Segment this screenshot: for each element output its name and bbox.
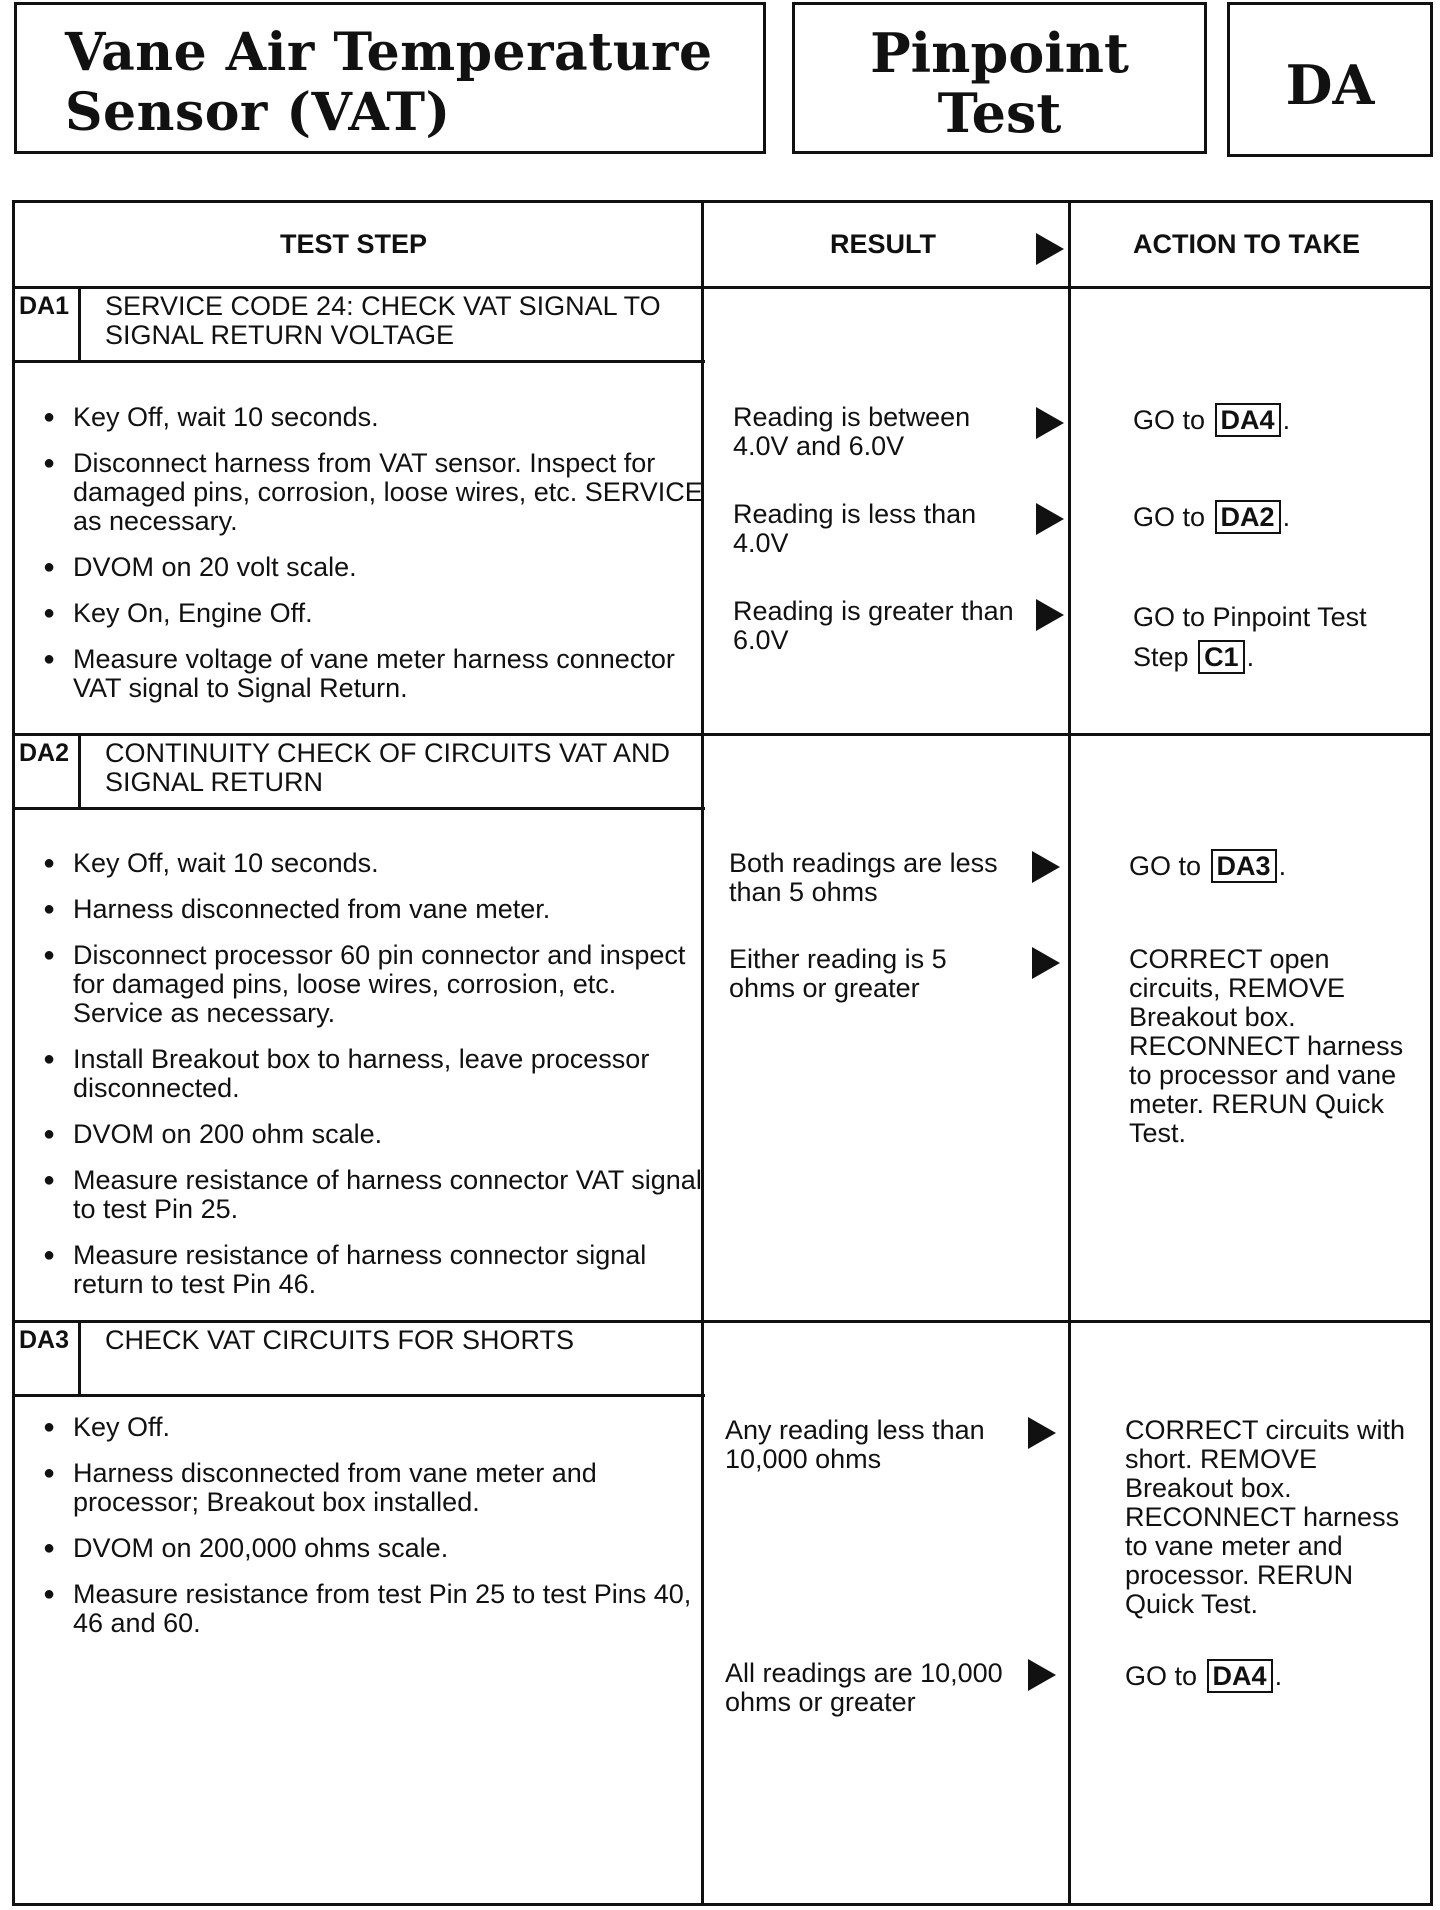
- step-bullet: ● DVOM on 200 ohm scale.: [43, 1120, 703, 1149]
- step-bullet: ● Harness disconnected from vane meter and processor; Breakout box installed.: [43, 1459, 703, 1517]
- step-bullet: ● Install Breakout box to harness, leave processor disconnected.: [43, 1045, 703, 1103]
- step-id: DA2: [15, 736, 81, 807]
- step-bullet: ● Measure resistance of harness connector VAT signal to test Pin 25.: [43, 1166, 703, 1224]
- step-da2-bullets: [43, 849, 703, 1316]
- result-text: Both readings are less than 5 ohms: [729, 848, 998, 907]
- arrow-icon: [1036, 599, 1064, 631]
- pinpoint-line2: Test: [937, 81, 1062, 145]
- arrow-icon: [1036, 407, 1064, 439]
- action-text: GO to DA2 .: [1133, 502, 1291, 532]
- step-reference-da2[interactable]: DA2: [1215, 500, 1281, 534]
- step-reference-c1[interactable]: C1: [1198, 640, 1245, 674]
- test-title-box: [14, 2, 766, 154]
- action-text: GO to DA4 .: [1133, 405, 1291, 435]
- test-title-line2: Sensor (VAT): [65, 82, 451, 143]
- step-header-da3: [15, 1323, 705, 1397]
- arrow-icon: [1032, 947, 1060, 979]
- result-text: Reading is less than 4.0V: [733, 499, 977, 558]
- step-reference-da4[interactable]: DA4: [1215, 403, 1281, 437]
- step-bullet: ● Harness disconnected from vane meter.: [43, 895, 703, 924]
- step-bullet: ● Disconnect processor 60 pin connector and inspect for damaged pins, loose wires, corrosion, etc. Service as necessary.: [43, 941, 703, 1028]
- step-bullet: ● Key Off, wait 10 seconds.: [43, 403, 703, 432]
- action-text: GO to Pinpoint Test Step C1 .: [1133, 602, 1367, 672]
- step-header-da1: [15, 289, 705, 363]
- step-bullet: ● DVOM on 200,000 ohms scale.: [43, 1534, 703, 1563]
- step-title: CONTINUITY CHECK OF CIRCUITS VAT AND SIGNAL RETURN: [105, 738, 671, 797]
- step-bullet: ● Key On, Engine Off.: [43, 599, 703, 628]
- action-text: GO to DA4 .: [1125, 1661, 1283, 1691]
- pinpoint-test-box: [792, 2, 1207, 154]
- column-divider-action: [1068, 203, 1071, 1903]
- step-reference-da4[interactable]: DA4: [1207, 1659, 1273, 1693]
- arrow-icon: [1028, 1659, 1056, 1691]
- result-text: All readings are 10,000 ohms or greater: [725, 1658, 1003, 1717]
- result-text: Reading is between 4.0V and 6.0V: [733, 402, 971, 461]
- column-header-test-step: TEST STEP: [280, 229, 428, 259]
- step-da1-bullets: [43, 403, 703, 720]
- column-header-result: RESULT: [830, 229, 936, 259]
- column-header-action: ACTION TO TAKE: [1133, 229, 1360, 259]
- step-title: SERVICE CODE 24: CHECK VAT SIGNAL TO SIGNAL RETURN VOLTAGE: [105, 291, 661, 350]
- arrow-icon: [1028, 1417, 1056, 1449]
- step-header-da2: [15, 736, 705, 810]
- arrow-icon: [1032, 851, 1060, 883]
- step-bullet: ● Key Off, wait 10 seconds.: [43, 849, 703, 878]
- test-title-line1: Vane Air Temperature: [65, 22, 713, 83]
- result-text: Reading is greater than 6.0V: [733, 596, 1014, 655]
- result-text: Either reading is 5 ohms or greater: [729, 944, 947, 1003]
- step-bullet: ● Key Off.: [43, 1413, 703, 1442]
- step-bullet: ● Measure voltage of vane meter harness connector VAT signal to Signal Return.: [43, 645, 703, 703]
- step-bullet: ● Disconnect harness from VAT sensor. Inspect for damaged pins, corrosion, loose wires, etc. SERVICE as necessary.: [43, 449, 703, 536]
- step-id: DA1: [15, 289, 81, 360]
- step-reference-da3[interactable]: DA3: [1211, 849, 1277, 883]
- pinpoint-test-table: [12, 200, 1433, 1906]
- arrow-icon: [1036, 503, 1064, 535]
- header-arrow-icon: [1036, 233, 1064, 265]
- step-bullet: ● DVOM on 20 volt scale.: [43, 553, 703, 582]
- step-bullet: ● Measure resistance from test Pin 25 to test Pins 40, 46 and 60.: [43, 1580, 703, 1638]
- pinpoint-line1: Pinpoint: [870, 21, 1129, 85]
- test-code: DA: [1285, 53, 1375, 117]
- step-da3-bullets: [43, 1413, 703, 1655]
- step-id: DA3: [15, 1323, 81, 1394]
- test-code-box: [1227, 2, 1433, 157]
- step-bullet: ● Measure resistance of harness connector signal return to test Pin 46.: [43, 1241, 703, 1299]
- action-text: CORRECT circuits with short. REMOVE Breakout box. RECONNECT harness to vane meter and processor. RERUN Quick Test.: [1125, 1415, 1406, 1619]
- action-text: GO to DA3 .: [1129, 851, 1287, 881]
- action-text: CORRECT open circuits, REMOVE Breakout box. RECONNECT harness to processor and vane meter. RERUN Quick Test.: [1129, 944, 1404, 1148]
- result-text: Any reading less than 10,000 ohms: [725, 1415, 985, 1474]
- step-title: CHECK VAT CIRCUITS FOR SHORTS: [105, 1325, 575, 1355]
